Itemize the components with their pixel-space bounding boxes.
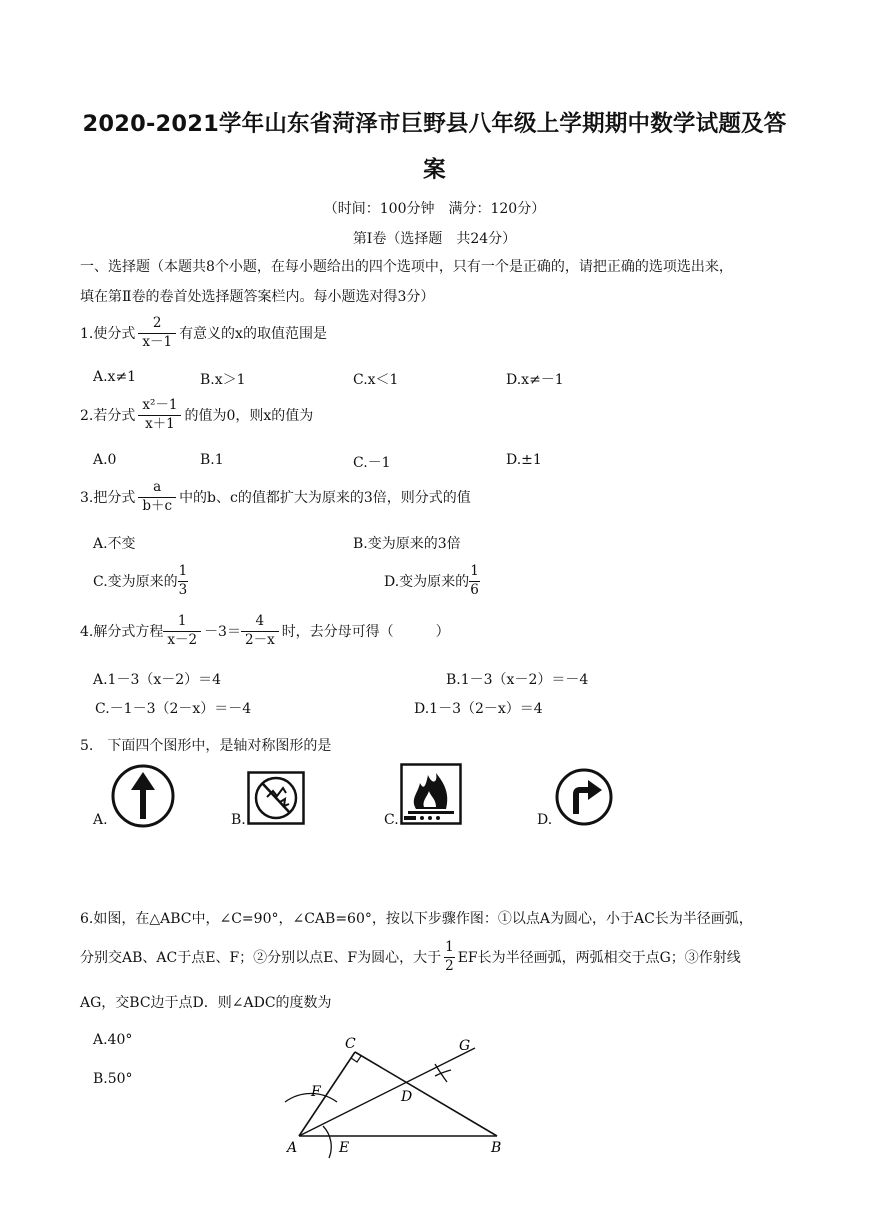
q4-option-c: C.－1－3（2－x）＝－4: [95, 701, 252, 717]
question-6-line3: AG，交BC边于点D．则∠ADC的度数为: [80, 995, 332, 1011]
q6-option-a: A.40°: [93, 1032, 133, 1048]
point-label-c: C: [345, 1036, 356, 1052]
q4-numerator-1: 1: [163, 614, 201, 632]
point-label-d: D: [401, 1089, 413, 1105]
q1-option-c: C.x＜1: [353, 372, 399, 388]
q2-option-d: D.±1: [506, 452, 542, 468]
q3-option-c-den: 3: [178, 581, 188, 598]
q1-suffix: 有意义的x的取值范围是: [179, 326, 327, 343]
triangle-construction-diagram: [275, 1030, 515, 1162]
flame-warning-icon: [400, 763, 462, 825]
time-info: （时间：100分钟 满分：120分）: [323, 201, 546, 217]
q4-fraction-2: [241, 614, 279, 648]
q6-line2-suffix: EF长为半径画弧，两弧相交于点G；③作射线: [457, 950, 741, 967]
q4-numerator-2: 4: [241, 614, 279, 632]
q5-figure-a: [110, 763, 176, 829]
point-label-f: F: [311, 1084, 321, 1100]
question-6-line1: 6.如图，在△ABC中，∠C=90°，∠CAB=60°，按以下步骤作图：①以点A为圆心，小于AC长为半径画弧，: [80, 911, 753, 927]
q3-suffix: 中的b、c的值都扩大为原来的3倍，则分式的值: [179, 490, 471, 507]
q5-label-d: D.: [537, 812, 553, 828]
page-title-line1: 2020-2021学年山东省菏泽市巨野县八年级上学期期中数学试题及答: [82, 111, 787, 137]
q3-option-d-den: 6: [470, 581, 479, 598]
q5-label-c: C.: [384, 812, 399, 828]
q3-option-d: [384, 564, 483, 598]
q5-label-a: A.: [93, 812, 108, 828]
question-4-stem: [80, 614, 450, 648]
point-label-g: G: [459, 1038, 471, 1054]
q1-option-a: A.x≠1: [93, 369, 137, 385]
arc-from-a-lower: [323, 1126, 331, 1158]
q3-option-d-fraction: [469, 564, 480, 598]
q3-numerator: a: [138, 480, 176, 498]
q2-numerator: x²－1: [138, 398, 181, 416]
section-intro-line1: 一、选择题（本题共8个小题，在每小题给出的四个选项中，只有一个是正确的，请把正确的选项选出来，: [80, 259, 733, 275]
q1-option-d: D.x≠－1: [506, 372, 564, 388]
q6-half-num: 1: [444, 940, 455, 958]
point-label-e: E: [339, 1140, 350, 1156]
q3-prefix: 3.把分式: [80, 490, 136, 507]
q3-option-b: B.变为原来的3倍: [353, 536, 461, 552]
q2-denominator: x＋1: [145, 415, 175, 432]
question-2-stem: [80, 398, 313, 432]
q4-option-b: B.1－3（x－2）＝－4: [446, 672, 589, 688]
q3-fraction: [138, 480, 176, 514]
q6-option-b: B.50°: [93, 1071, 133, 1087]
point-label-b: B: [491, 1140, 502, 1156]
prohibition-sign-icon: [247, 771, 305, 825]
q1-prefix: 1.使分式: [80, 326, 136, 343]
q5-figure-b: [247, 771, 305, 825]
point-label-a: A: [287, 1140, 298, 1156]
q2-suffix: 的值为0，则x的值为: [184, 408, 314, 425]
volume-heading: 第Ⅰ卷（选择题 共24分）: [352, 231, 517, 247]
q3-option-a: A.不变: [93, 536, 136, 552]
question-6-line2: [80, 940, 741, 974]
q4-option-d: D.1－3（2－x）＝4: [414, 701, 543, 717]
turn-right-sign-icon: [554, 766, 614, 828]
q4-option-a: A.1－3（x－2）＝4: [93, 672, 222, 688]
q5-figure-c: [400, 763, 462, 825]
q6-line2-prefix: 分别交AB、AC于点E、F；②分别以点E、F为圆心，大于: [80, 950, 442, 967]
q4-suffix: 时，去分母可得（ ）: [281, 624, 450, 641]
q1-fraction: [138, 316, 176, 350]
q4-denominator-2: 2－x: [244, 631, 275, 648]
q2-option-c: C.－1: [353, 455, 391, 471]
q6-half-fraction: [444, 940, 455, 974]
q4-middle: －3＝: [204, 624, 241, 641]
q6-triangle-figure: [275, 1030, 515, 1162]
arc-g-2: [435, 1070, 451, 1076]
q3-option-d-num: 1: [469, 564, 480, 582]
up-arrow-sign-icon: [110, 763, 176, 829]
q3-option-d-prefix: D.变为原来的: [384, 574, 470, 591]
question-5-stem: 5. 下面四个图形中，是轴对称图形的是: [80, 738, 332, 754]
q2-fraction: [138, 398, 181, 432]
q5-figure-d: [554, 766, 614, 828]
q3-option-c-num: 1: [178, 564, 189, 582]
q6-half-den: 2: [445, 957, 454, 974]
q1-numerator: 2: [138, 316, 176, 334]
q3-option-c-prefix: C.变为原来的: [93, 574, 178, 591]
q3-option-c-fraction: [178, 564, 189, 598]
section-intro-line2: 填在第Ⅱ卷的卷首处选择题答案栏内。每小题选对得3分）: [80, 289, 435, 305]
q1-option-b: B.x＞1: [200, 372, 246, 388]
q4-prefix: 4.解分式方程: [80, 624, 164, 641]
question-1-stem: [80, 316, 327, 350]
q2-option-a: A.0: [93, 452, 117, 468]
ray-ag: [299, 1048, 475, 1136]
q4-fraction-1: [163, 614, 201, 648]
question-3-stem: [80, 480, 471, 514]
q2-prefix: 2.若分式: [80, 408, 136, 425]
q3-denominator: b＋c: [142, 497, 173, 514]
q3-option-c: [93, 564, 191, 598]
q2-option-b: B.1: [200, 452, 224, 468]
q5-label-b: B.: [231, 812, 246, 828]
q4-denominator-1: x－2: [167, 631, 198, 648]
q1-denominator: x－1: [142, 333, 173, 350]
page-title-line2: 案: [423, 157, 446, 183]
side-bc: [355, 1052, 497, 1136]
